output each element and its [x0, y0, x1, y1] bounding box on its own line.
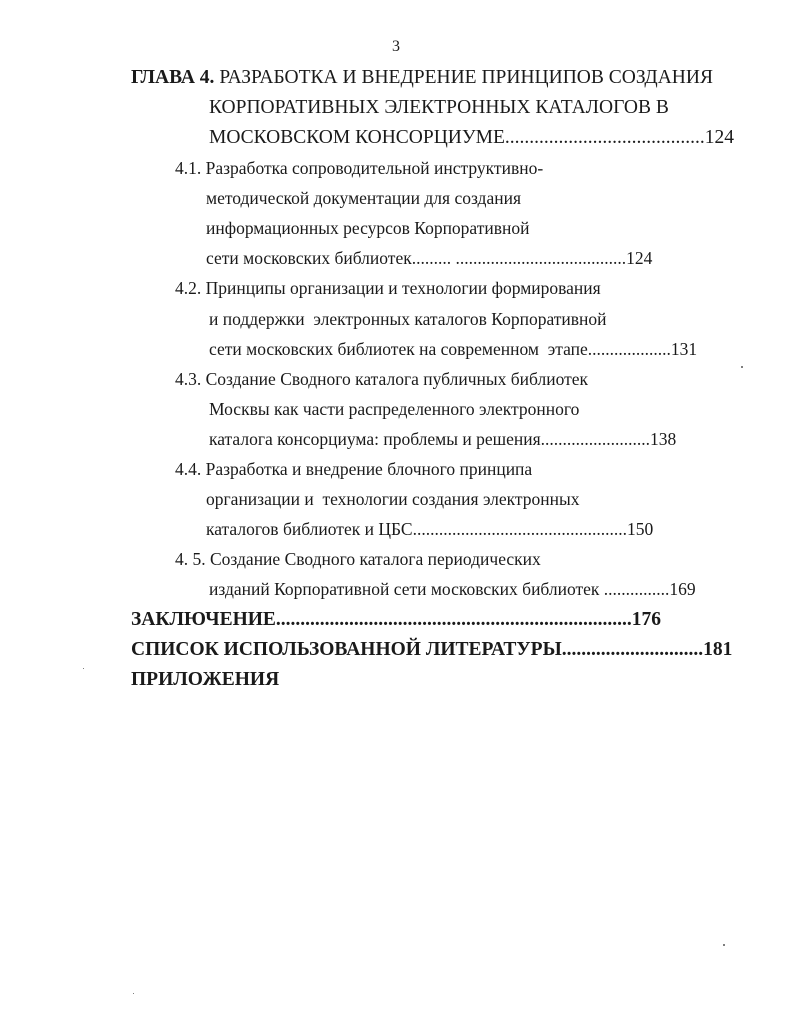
toc-entry-4-2-line2: и поддержки электронных каталогов Корпоративной [209, 309, 607, 329]
toc-entry-4-4-line1: 4.4. Разработка и внедрение блочного принципа [175, 459, 533, 479]
scan-speck [83, 668, 84, 669]
chapter4-heading [131, 68, 713, 88]
chapter4-title-line3: МОСКОВСКОМ КОНСОРЦИУМЕ.........................................124 [209, 127, 735, 148]
toc-entry-4-1-line4: сети московских библиотек......... .......................................124 [206, 248, 653, 268]
toc-appendices: ПРИЛОЖЕНИЯ [131, 669, 280, 690]
toc-entry-4-3-line1: 4.3. Создание Сводного каталога публичных библиотек [175, 369, 589, 389]
toc-entry-4-1-line2: методической документации для создания [206, 188, 522, 208]
scan-speck [133, 993, 134, 994]
chapter4-label: ГЛАВА 4. [131, 67, 215, 88]
toc-entry-4-5-line1: 4. 5. Создание Сводного каталога периодических [175, 549, 541, 569]
page-number: 3 [392, 38, 400, 55]
toc-entry-4-5-line2: изданий Корпоративной сети московских библиотек ...............169 [209, 579, 696, 599]
toc-conclusion: ЗАКЛЮЧЕНИЕ.........................................................................176 [131, 609, 662, 630]
toc-entry-4-2-line1: 4.2. Принципы организации и технологии формирования [175, 278, 601, 298]
toc-entry-4-1-line1: 4.1. Разработка сопроводительной инструктивно- [175, 158, 544, 178]
chapter4-title-line2: КОРПОРАТИВНЫХ ЭЛЕКТРОННЫХ КАТАЛОГОВ В [209, 97, 669, 118]
toc-entry-4-2-line3: сети московских библиотек на современном этапе...................131 [209, 339, 698, 359]
scan-speck [723, 944, 725, 946]
toc-references: СПИСОК ИСПОЛЬЗОВАННОЙ ЛИТЕРАТУРЫ.............................181 [131, 639, 733, 660]
toc-entry-4-1-line3: информационных ресурсов Корпоративной [206, 218, 530, 238]
chapter4-title-line1: РАЗРАБОТКА И ВНЕДРЕНИЕ ПРИНЦИПОВ СОЗДАНИЯ [214, 67, 713, 88]
scan-speck [741, 366, 743, 368]
toc-entry-4-3-line2: Москвы как части распределенного электронного [209, 399, 580, 419]
toc-entry-4-3-line3: каталога консорциума: проблемы и решения.........................138 [209, 429, 677, 449]
toc-entry-4-4-line2: организации и технологии создания электронных [206, 489, 580, 509]
toc-entry-4-4-line3: каталогов библиотек и ЦБС.................................................150 [206, 519, 654, 539]
